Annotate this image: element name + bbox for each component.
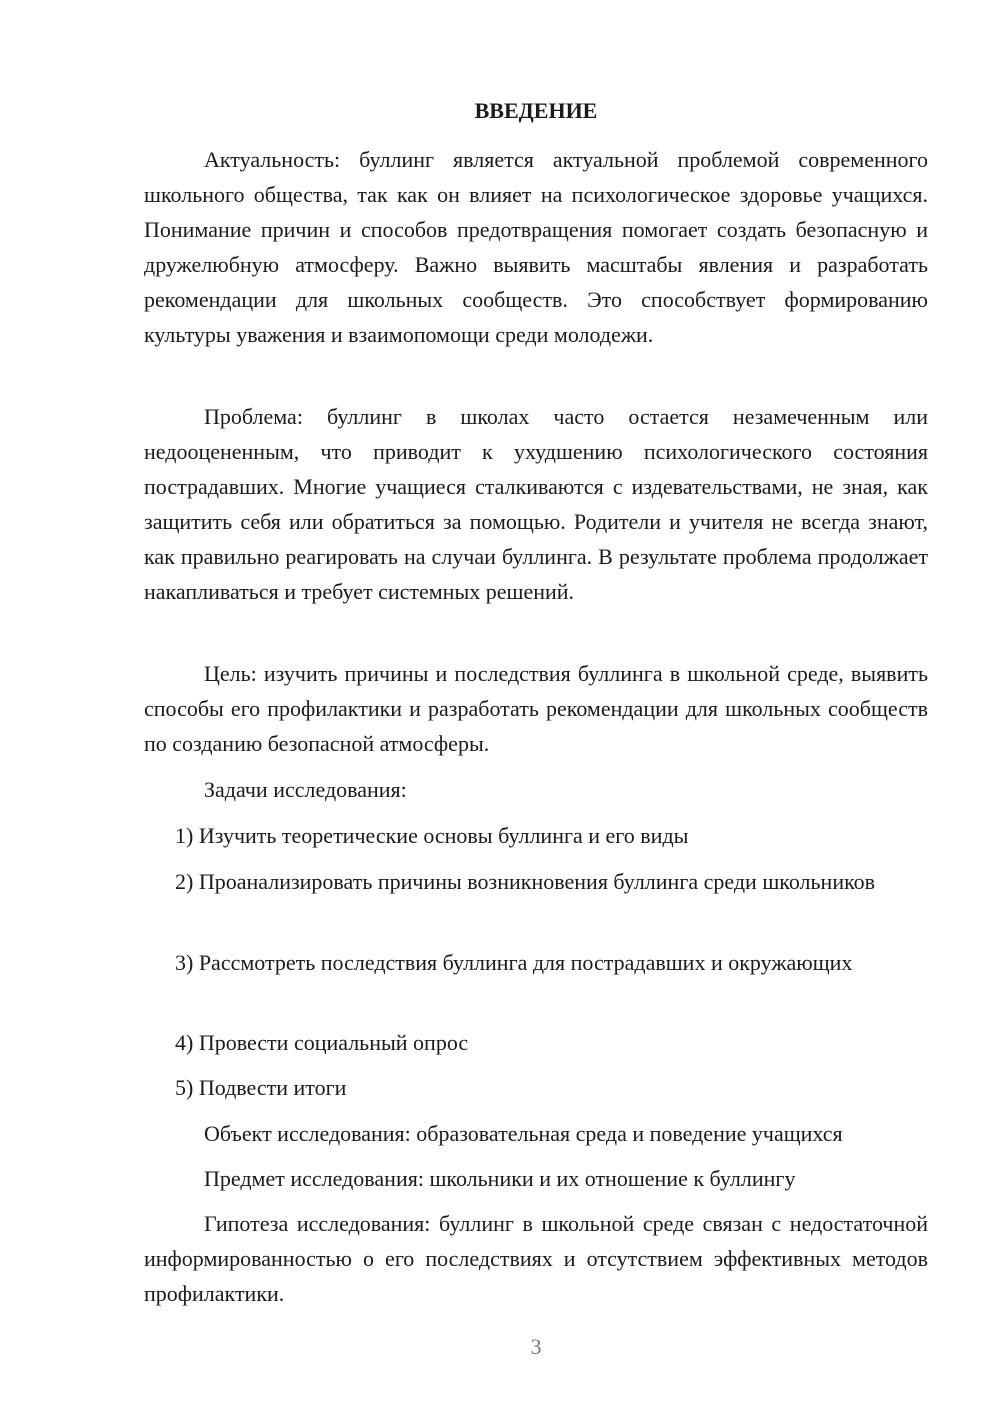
goal-paragraph: Цель: изучить причины и последствия буллинга в школьной среде, выявить способы его профилактики и разработать рекомендации для школьных сообществ по созданию безопасной атмосферы. — [144, 661, 928, 756]
object-paragraph: Объект исследования: образовательная среда и поведение учащихся — [204, 1121, 843, 1146]
task-item-5: 5) Подвести итоги — [175, 1075, 347, 1100]
page-title: ВВЕДЕНИЕ — [474, 98, 598, 123]
task-item-4: 4) Провести социальный опрос — [175, 1030, 469, 1055]
problem-paragraph: Проблема: буллинг в школах часто остается незамеченным или недооцененным, что приводит к ухудшению психологического состояния пострадавших. Многие учащиеся сталкиваются с издевательствами, не зная, как защитить себя или обратиться за помощью. Родители и учителя не всегда знают, как правильно реагировать на случаи буллинга. В результате проблема продолжает накапливаться и требует системных решений. — [144, 404, 928, 604]
task-item-1: 1) Изучить теоретические основы буллинга и его виды — [175, 823, 689, 848]
relevance-paragraph: Актуальность: буллинг является актуальной проблемой современного школьного общества, так как он влияет на психологическое здоровье учащихся. Понимание причин и способов предотвращения помогает создать безопасную и дружелюбную атмосферу. Важно выявить масштабы явления и разработать рекомендации для школьных сообществ. Это способствует формированию культуры уважения и взаимопомощи среди молодежи. — [144, 147, 928, 347]
page-number: 3 — [530, 1334, 542, 1359]
tasks-heading: Задачи исследования: — [204, 777, 407, 802]
hypothesis-paragraph: Гипотеза исследования: буллинг в школьной среде связан с недостаточной информированностью о его последствиях и отсутствием эффективных методов профилактики. — [144, 1211, 928, 1306]
task-item-3: 3) Рассмотреть последствия буллинга для пострадавших и окружающих — [175, 950, 853, 975]
task-item-2: 2) Проанализировать причины возникновения буллинга среди школьников — [175, 869, 876, 894]
subject-paragraph: Предмет исследования: школьники и их отношение к буллингу — [204, 1166, 796, 1191]
